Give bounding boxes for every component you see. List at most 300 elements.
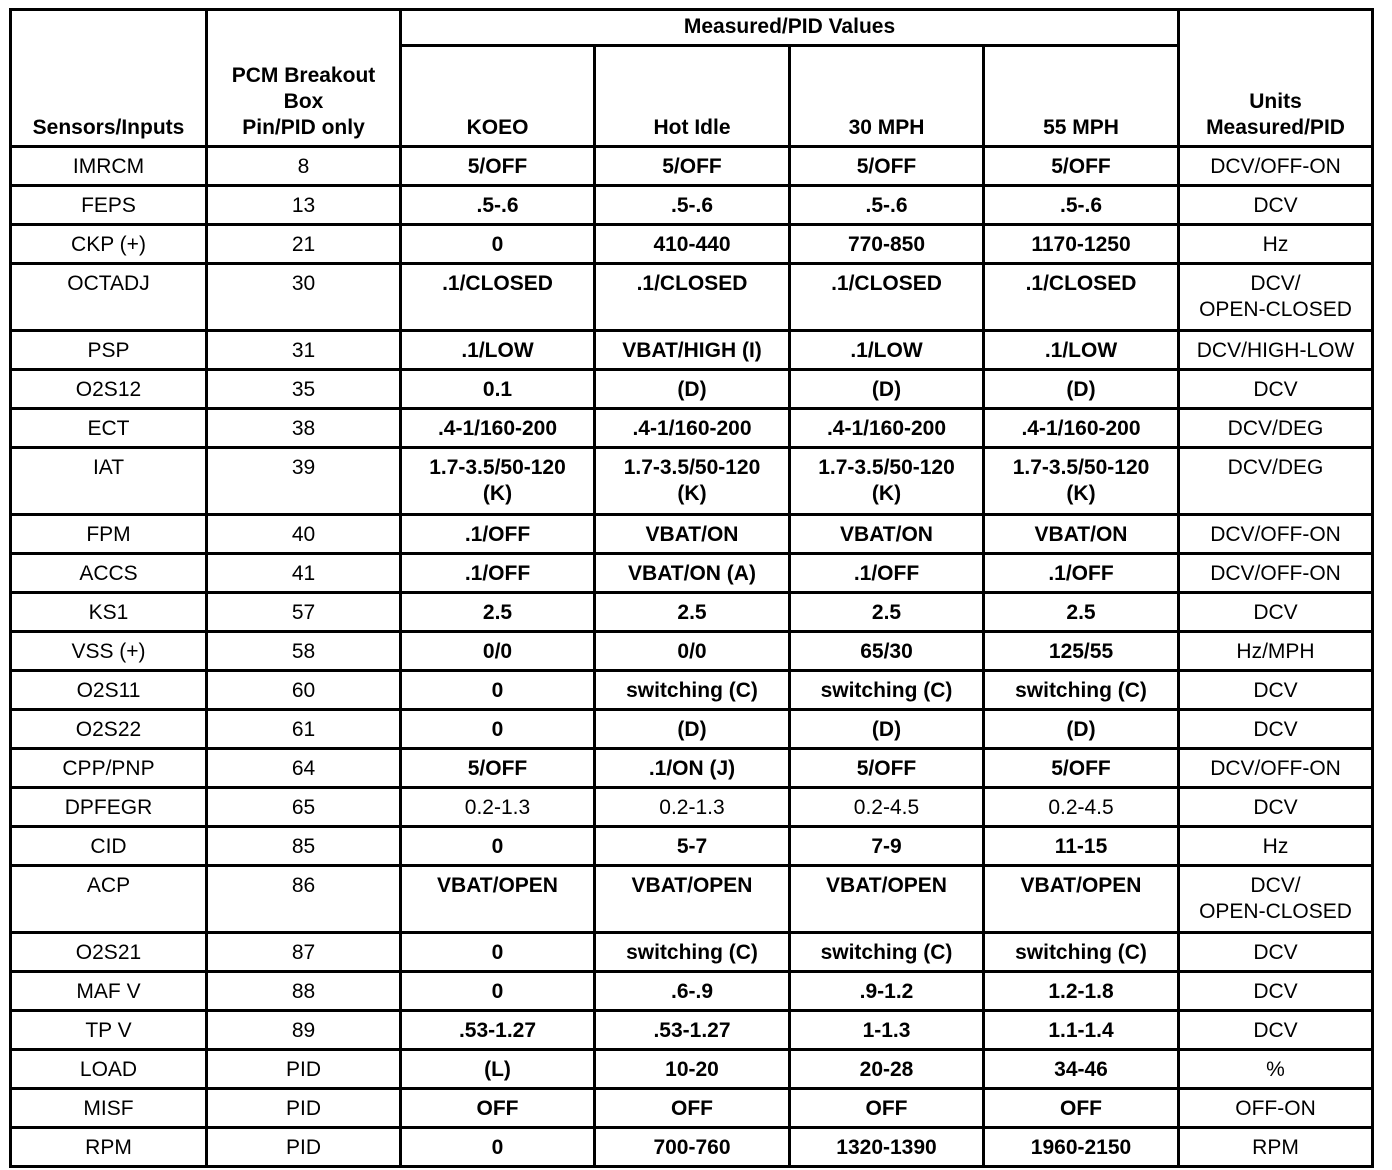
value-cell-mph30: [790, 186, 984, 225]
table-row: [11, 972, 1373, 1011]
sensor-cell-text: MAF V: [76, 980, 141, 1003]
pin-cell: [207, 972, 401, 1011]
value-cell-mph55: [984, 448, 1179, 515]
value-cell-mph30: [790, 370, 984, 409]
pin-cell: [207, 632, 401, 671]
units-cell: [1179, 1050, 1373, 1089]
value-cell-mph30: [790, 1050, 984, 1089]
header-30-mph-label: 30 MPH: [848, 116, 925, 139]
value-cell-hot-idle: [595, 933, 790, 972]
value-cell-mph55-text: 11-15: [1054, 835, 1108, 858]
value-cell-mph55: [984, 632, 1179, 671]
value-cell-koeo-text: 5/OFF: [467, 155, 528, 178]
sensor-cell-text: O2S11: [76, 679, 141, 702]
units-cell-text: DCV/OFF-ON: [1210, 562, 1341, 585]
units-cell-text: DCV/DEG: [1227, 456, 1324, 479]
value-cell-hot-idle: [595, 710, 790, 749]
value-cell-mph30-text: 20-28: [859, 1058, 914, 1081]
value-cell-hot-idle: [595, 788, 790, 827]
pin-cell: [207, 147, 401, 186]
value-cell-mph30: [790, 515, 984, 554]
value-cell-mph55: [984, 972, 1179, 1011]
units-cell: [1179, 1128, 1373, 1167]
table-row: [11, 593, 1373, 632]
header-hot-idle-label: Hot Idle: [653, 116, 731, 139]
sensor-cell-text: FEPS: [81, 194, 136, 217]
pin-cell: [207, 671, 401, 710]
value-cell-mph30: [790, 632, 984, 671]
pin-cell-text: PID: [285, 1058, 321, 1081]
value-cell-koeo: [401, 409, 595, 448]
sensor-cell-text: TP V: [85, 1019, 132, 1042]
value-cell-koeo-text-line2: (K): [482, 482, 513, 505]
value-cell-hot-idle: [595, 264, 790, 331]
pin-cell: [207, 788, 401, 827]
value-cell-hot-idle: [595, 147, 790, 186]
value-cell-mph55: [984, 370, 1179, 409]
table-row: [11, 186, 1373, 225]
value-cell-mph55: [984, 671, 1179, 710]
value-cell-mph30-text: .9-1.2: [859, 980, 914, 1003]
units-cell-text: Hz: [1262, 835, 1289, 858]
value-cell-mph30-text: 2.5: [871, 601, 902, 624]
units-cell: [1179, 515, 1373, 554]
value-cell-mph30-text: .5-.6: [865, 194, 908, 217]
pin-cell-text: 64: [291, 757, 316, 780]
pin-cell: [207, 331, 401, 370]
value-cell-mph30-text: 1.7-3.5/50-120: [818, 456, 955, 479]
sensor-cell: [11, 749, 207, 788]
value-cell-mph30-text-line2: (K): [871, 482, 902, 505]
value-cell-koeo-text: .1/OFF: [464, 562, 531, 585]
sensor-cell-text: OCTADJ: [67, 272, 150, 295]
sensor-cell: [11, 264, 207, 331]
sensor-cell: [11, 515, 207, 554]
value-cell-hot-idle-text-line2: (K): [677, 482, 707, 505]
value-cell-koeo: [401, 827, 595, 866]
value-cell-koeo-text: .1/LOW: [461, 339, 534, 362]
value-cell-koeo: [401, 225, 595, 264]
units-cell: [1179, 933, 1373, 972]
value-cell-koeo-text: 0: [491, 679, 504, 702]
value-cell-mph30-text: VBAT/ON: [840, 523, 933, 546]
pin-cell-text: 21: [291, 233, 316, 256]
header-pcm-line3: Pin/PID only: [242, 116, 365, 139]
units-cell: [1179, 448, 1373, 515]
units-cell-text: DCV: [1253, 796, 1298, 819]
table-row: [11, 554, 1373, 593]
value-cell-mph55-text: 1960-2150: [1030, 1136, 1132, 1159]
units-cell: [1179, 788, 1373, 827]
value-cell-hot-idle-text: 0.2-1.3: [659, 796, 725, 819]
table-row: [11, 788, 1373, 827]
header-sensors: [11, 10, 207, 147]
value-cell-mph55-text: 0.2-4.5: [1048, 796, 1114, 819]
value-cell-koeo-text: .53-1.27: [458, 1019, 537, 1042]
value-cell-mph30: [790, 827, 984, 866]
header-units: [1179, 10, 1373, 147]
value-cell-hot-idle-text: 410-440: [653, 233, 731, 256]
pin-cell: [207, 866, 401, 933]
value-cell-koeo-text: OFF: [476, 1097, 519, 1120]
table-row: [11, 933, 1373, 972]
value-cell-hot-idle-text: .4-1/160-200: [632, 417, 752, 440]
value-cell-koeo-text: .1/OFF: [464, 523, 531, 546]
pin-cell-text: 65: [291, 796, 316, 819]
units-cell: [1179, 264, 1373, 331]
value-cell-hot-idle: [595, 866, 790, 933]
sensor-cell: [11, 866, 207, 933]
value-cell-mph55: [984, 593, 1179, 632]
value-cell-mph30-text: 65/30: [860, 640, 913, 663]
pin-cell: [207, 554, 401, 593]
value-cell-koeo: [401, 331, 595, 370]
value-cell-hot-idle-text: 0/0: [677, 640, 707, 663]
units-cell: [1179, 331, 1373, 370]
table-row: [11, 264, 1373, 331]
sensor-cell: [11, 1011, 207, 1050]
table-row: [11, 866, 1373, 933]
sensor-cell: [11, 1089, 207, 1128]
value-cell-koeo: [401, 933, 595, 972]
sensor-cell: [11, 632, 207, 671]
value-cell-mph55-text: .1/CLOSED: [1025, 272, 1137, 295]
sensor-cell: [11, 331, 207, 370]
pin-cell-text: 38: [291, 417, 316, 440]
header-55-mph-label: 55 MPH: [1043, 116, 1119, 139]
units-cell-text: %: [1266, 1058, 1285, 1081]
pin-cell-text: 13: [291, 194, 316, 217]
header-measured-pid-values: [401, 10, 1179, 46]
value-cell-mph30: [790, 671, 984, 710]
value-cell-hot-idle: [595, 1050, 790, 1089]
value-cell-mph30: [790, 1089, 984, 1128]
pin-cell: [207, 1050, 401, 1089]
units-cell: [1179, 972, 1373, 1011]
units-cell-text: DCV/: [1250, 874, 1301, 897]
sensor-cell: [11, 933, 207, 972]
value-cell-mph30: [790, 933, 984, 972]
value-cell-koeo: [401, 632, 595, 671]
sensor-cell-text: ECT: [87, 417, 130, 440]
sensor-cell: [11, 186, 207, 225]
header-koeo: [401, 45, 595, 146]
sensor-cell-text: IAT: [92, 456, 125, 479]
sensor-cell-text: DPFEGR: [64, 796, 153, 819]
value-cell-mph30-text: 1320-1390: [836, 1136, 937, 1159]
value-cell-koeo-text: 0: [491, 233, 504, 256]
sensor-cell: [11, 1050, 207, 1089]
value-cell-koeo: [401, 866, 595, 933]
value-cell-mph55-text: switching (C): [1015, 679, 1147, 702]
value-cell-mph30: [790, 331, 984, 370]
value-cell-hot-idle-text: 5/OFF: [662, 155, 722, 178]
value-cell-koeo-text: 1.7-3.5/50-120: [429, 456, 566, 479]
table-row: [11, 632, 1373, 671]
value-cell-koeo-text: (L): [484, 1058, 511, 1081]
table-row: [11, 370, 1373, 409]
value-cell-koeo: [401, 515, 595, 554]
header-sensors-label: Sensors/Inputs: [32, 116, 185, 139]
units-cell: [1179, 186, 1373, 225]
value-cell-mph30-text: .1/LOW: [850, 339, 923, 362]
value-cell-mph30: [790, 1011, 984, 1050]
value-cell-mph30-text: 7-9: [871, 835, 902, 858]
value-cell-koeo: [401, 788, 595, 827]
table-row: [11, 671, 1373, 710]
value-cell-mph30-text: .1/OFF: [853, 562, 920, 585]
units-cell-text: DCV/OFF-ON: [1210, 523, 1341, 546]
value-cell-hot-idle-text: 1.7-3.5/50-120: [623, 456, 761, 479]
units-cell: [1179, 225, 1373, 264]
pin-cell: [207, 370, 401, 409]
header-units-line2: Measured/PID: [1206, 116, 1345, 139]
sensor-cell: [11, 671, 207, 710]
units-cell-text: DCV/: [1250, 272, 1301, 295]
value-cell-mph55: [984, 933, 1179, 972]
value-cell-mph55: [984, 554, 1179, 593]
units-cell: [1179, 554, 1373, 593]
value-cell-mph55-text: 1.1-1.4: [1048, 1019, 1114, 1042]
units-cell-text: DCV: [1253, 378, 1298, 401]
value-cell-mph55-text: 5/OFF: [1051, 155, 1111, 178]
pid-values-table-container: [9, 8, 1374, 1168]
value-cell-hot-idle-text: (D): [677, 378, 707, 401]
value-cell-hot-idle: [595, 671, 790, 710]
units-cell: [1179, 749, 1373, 788]
table-row: [11, 1050, 1373, 1089]
value-cell-hot-idle-text: VBAT/HIGH (I): [622, 339, 762, 362]
value-cell-mph30-text: 5/OFF: [856, 155, 917, 178]
units-cell: [1179, 1011, 1373, 1050]
value-cell-koeo: [401, 671, 595, 710]
units-cell: [1179, 593, 1373, 632]
value-cell-mph55-text: switching (C): [1015, 941, 1147, 964]
pin-cell-text: 30: [291, 272, 316, 295]
units-cell: [1179, 370, 1373, 409]
pin-cell-text: 40: [291, 523, 316, 546]
pin-cell: [207, 1011, 401, 1050]
table-row: [11, 1089, 1373, 1128]
value-cell-hot-idle-text: 5-7: [676, 835, 708, 858]
value-cell-mph30: [790, 264, 984, 331]
pin-cell: [207, 710, 401, 749]
units-cell: [1179, 409, 1373, 448]
header-hot-idle: [595, 45, 790, 146]
sensor-cell: [11, 788, 207, 827]
pin-cell: [207, 448, 401, 515]
value-cell-mph55-text: .1/LOW: [1044, 339, 1118, 362]
value-cell-hot-idle-text: VBAT/ON (A): [628, 562, 756, 585]
pin-cell-text: 35: [291, 378, 316, 401]
pin-cell: [207, 1089, 401, 1128]
sensor-cell-text: RPM: [85, 1136, 132, 1159]
value-cell-hot-idle-text: .1/CLOSED: [636, 272, 748, 295]
value-cell-hot-idle-text: .5-.6: [670, 194, 714, 217]
value-cell-koeo-text: .5-.6: [476, 194, 519, 217]
sensor-cell: [11, 827, 207, 866]
sensor-cell: [11, 710, 207, 749]
value-cell-hot-idle-text: 2.5: [677, 601, 707, 624]
value-cell-mph30: [790, 147, 984, 186]
value-cell-mph30: [790, 554, 984, 593]
value-cell-koeo: [401, 186, 595, 225]
units-cell-text: Hz: [1262, 233, 1289, 256]
value-cell-mph55-text: OFF: [1060, 1097, 1102, 1120]
value-cell-hot-idle: [595, 331, 790, 370]
units-cell-text: DCV: [1253, 679, 1298, 702]
value-cell-mph30: [790, 788, 984, 827]
value-cell-mph55: [984, 515, 1179, 554]
value-cell-mph55: [984, 1089, 1179, 1128]
table-row: [11, 1128, 1373, 1167]
table-row: [11, 1011, 1373, 1050]
units-cell-text: DCV: [1253, 980, 1298, 1003]
value-cell-mph55: [984, 1011, 1179, 1050]
sensor-cell-text: MISF: [83, 1097, 134, 1120]
sensor-cell: [11, 554, 207, 593]
value-cell-hot-idle-text: switching (C): [626, 679, 758, 702]
value-cell-mph30-text: 770-850: [847, 233, 926, 256]
units-cell-text: DCV/HIGH-LOW: [1196, 339, 1355, 362]
pin-cell-text: 31: [291, 339, 316, 362]
value-cell-mph30: [790, 749, 984, 788]
units-cell: [1179, 632, 1373, 671]
units-cell-text: OFF-ON: [1235, 1097, 1316, 1120]
value-cell-mph30-text: .4-1/160-200: [826, 417, 947, 440]
pin-cell-text: 88: [291, 980, 316, 1003]
value-cell-mph55: [984, 827, 1179, 866]
value-cell-hot-idle: [595, 593, 790, 632]
value-cell-mph55-text: (D): [1066, 378, 1096, 401]
sensor-cell: [11, 448, 207, 515]
pin-cell: [207, 593, 401, 632]
units-cell-text: DCV/DEG: [1227, 417, 1324, 440]
value-cell-hot-idle: [595, 186, 790, 225]
table-row: [11, 827, 1373, 866]
pin-cell: [207, 409, 401, 448]
value-cell-mph30: [790, 409, 984, 448]
sensor-cell: [11, 409, 207, 448]
pin-cell-text: 57: [291, 601, 316, 624]
sensor-cell: [11, 972, 207, 1011]
table-row: [11, 331, 1373, 370]
value-cell-mph55-text: 1170-1250: [1031, 233, 1131, 256]
units-cell-text: DCV: [1253, 941, 1298, 964]
value-cell-mph30: [790, 225, 984, 264]
sensor-cell-text: FPM: [86, 523, 131, 546]
units-cell: [1179, 827, 1373, 866]
value-cell-mph30-text: 1-1.3: [862, 1019, 911, 1042]
value-cell-koeo: [401, 448, 595, 515]
value-cell-koeo-text: .4-1/160-200: [437, 417, 558, 440]
value-cell-koeo-text: 0/0: [482, 640, 513, 663]
value-cell-koeo-text: 0: [491, 941, 504, 964]
value-cell-hot-idle-text: .6-.9: [670, 980, 714, 1003]
header-pcm-line2: Box: [283, 90, 324, 113]
value-cell-koeo-text: 0: [491, 835, 504, 858]
value-cell-mph30-text: 0.2-4.5: [853, 796, 920, 819]
pid-values-table: [9, 8, 1374, 1168]
value-cell-koeo: [401, 1089, 595, 1128]
value-cell-mph30-text: OFF: [865, 1097, 908, 1120]
pin-cell: [207, 515, 401, 554]
table-row: [11, 448, 1373, 515]
units-cell-text: DCV: [1253, 1019, 1298, 1042]
value-cell-hot-idle: [595, 370, 790, 409]
pin-cell-text: 61: [291, 718, 316, 741]
value-cell-mph30: [790, 866, 984, 933]
value-cell-hot-idle: [595, 972, 790, 1011]
value-cell-hot-idle-text: .53-1.27: [653, 1019, 731, 1042]
sensor-cell-text: LOAD: [79, 1058, 138, 1081]
table-row: [11, 710, 1373, 749]
sensor-cell-text: CID: [90, 835, 127, 858]
sensor-cell: [11, 593, 207, 632]
sensor-cell-text: ACP: [86, 874, 131, 897]
units-cell-text: DCV: [1253, 601, 1298, 624]
sensor-cell-text: KS1: [88, 601, 129, 624]
value-cell-mph30-text: VBAT/OPEN: [826, 874, 947, 897]
value-cell-hot-idle: [595, 448, 790, 515]
units-cell-text: RPM: [1252, 1136, 1299, 1159]
units-cell-text-line2: OPEN-CLOSED: [1199, 900, 1352, 923]
value-cell-mph30-text: switching (C): [820, 679, 953, 702]
value-cell-mph55-text: 125/55: [1048, 640, 1114, 663]
pin-cell-text: PID: [285, 1097, 321, 1120]
pin-cell-text: 41: [291, 562, 316, 585]
value-cell-koeo-text: 0.1: [482, 378, 513, 401]
value-cell-mph55-text: VBAT/OPEN: [1020, 874, 1142, 897]
value-cell-koeo: [401, 710, 595, 749]
sensor-cell-text: O2S12: [75, 378, 142, 401]
header-pcm-breakout: [207, 10, 401, 147]
sensor-cell: [11, 225, 207, 264]
pin-cell-text: 87: [291, 941, 316, 964]
pin-cell-text: 58: [291, 640, 316, 663]
value-cell-koeo: [401, 1128, 595, 1167]
units-cell-text: DCV/OFF-ON: [1210, 757, 1341, 780]
table-body: [11, 147, 1373, 1167]
value-cell-koeo: [401, 264, 595, 331]
value-cell-koeo: [401, 593, 595, 632]
units-cell-text: DCV: [1253, 718, 1298, 741]
units-cell: [1179, 710, 1373, 749]
pin-cell: [207, 933, 401, 972]
sensor-cell: [11, 147, 207, 186]
value-cell-koeo: [401, 147, 595, 186]
value-cell-mph55: [984, 331, 1179, 370]
value-cell-mph55-text-line2: (K): [1066, 482, 1096, 505]
pin-cell-text: 85: [291, 835, 316, 858]
value-cell-koeo: [401, 370, 595, 409]
value-cell-hot-idle: [595, 632, 790, 671]
header-units-line1: Units: [1249, 90, 1302, 113]
value-cell-hot-idle-text: .1/ON (J): [648, 757, 736, 780]
value-cell-koeo-text: 0: [491, 1136, 504, 1159]
value-cell-hot-idle: [595, 225, 790, 264]
pin-cell: [207, 225, 401, 264]
value-cell-mph30-text: (D): [871, 378, 902, 401]
value-cell-mph55-text: .5-.6: [1059, 194, 1103, 217]
value-cell-koeo: [401, 972, 595, 1011]
table-row: [11, 409, 1373, 448]
value-cell-mph55-text: 2.5: [1066, 601, 1096, 624]
table-row: [11, 225, 1373, 264]
sensor-cell: [11, 370, 207, 409]
pin-cell-text: PID: [285, 1136, 321, 1159]
value-cell-hot-idle: [595, 409, 790, 448]
